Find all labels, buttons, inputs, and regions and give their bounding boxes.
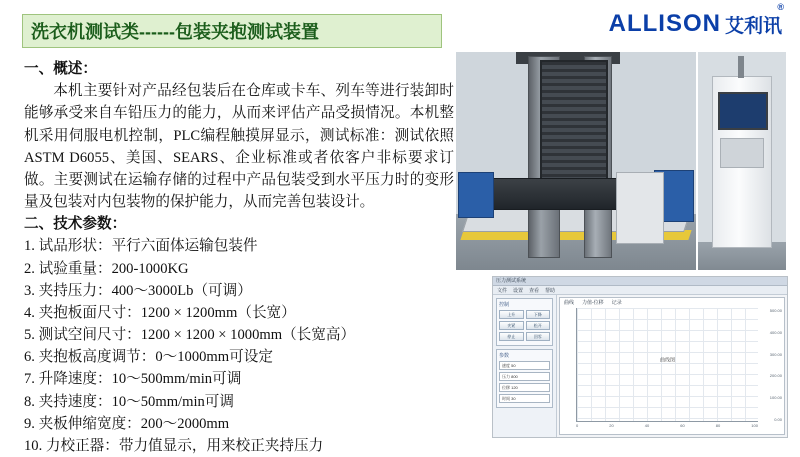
photo-left-blue-block [458, 172, 494, 218]
plot-tab-force-displacement[interactable]: 力值-位移 [582, 299, 604, 306]
plot-y-axis-ticks [758, 308, 782, 422]
page-title: 洗衣机测试类------包装夹抱测试装置 [31, 22, 319, 42]
x-tick: 100 [751, 423, 758, 428]
list-item: 4. 夹抱板面尺寸：1200 × 1200mm（长宽） [24, 304, 296, 321]
parameter-group [496, 349, 553, 408]
time-field[interactable]: 时间 30 [499, 394, 550, 403]
list-item: 1. 试品形状：平行六面体运输包装件 [24, 238, 258, 255]
menu-item-file[interactable]: 文件 [497, 287, 508, 294]
plot-tab-record[interactable]: 记录 [611, 299, 622, 306]
list-item: 6. 夹抱板高度调节：0～1000mm可设定 [24, 349, 273, 366]
up-button[interactable]: 上升 [499, 310, 524, 319]
down-button[interactable]: 下降 [526, 310, 551, 319]
page-title-band [22, 14, 442, 48]
pressure-field[interactable]: 压力 800 [499, 372, 550, 381]
x-tick: 20 [609, 423, 614, 428]
list-item: 5. 测试空间尺寸：1200 × 1200 × 1000mm（长宽高） [24, 327, 356, 344]
release-button[interactable]: 松开 [526, 321, 551, 330]
list-item: 3. 夹持压力：400～3000Lb（可调） [24, 282, 252, 299]
plot-x-axis-ticks [576, 423, 758, 433]
menu-item-view[interactable]: 查看 [529, 287, 540, 294]
cabinet-touchscreen [718, 92, 768, 130]
y-tick: 100.00 [769, 395, 782, 401]
plot-center-label: 曲线图 [659, 357, 676, 364]
cabinet-pole [738, 56, 744, 78]
y-tick: 0.00 [774, 416, 782, 422]
section-1-paragraph: 本机主要针对产品经包装后在仓库或卡车、列车等进行装卸时能够承受来自车铅压力的能力，从而来评估产品受损情况。本机整机采用伺服电机控制，PLC编程触摸屏显示，测试标准：测试依照ASTM D6055、美国、SEARS、企业标准或者依客户非标要求订做。主要测试在运输存储的过程中产品包装受到水平压力时的变形量及包装对内包装物的保护能力，从而完善包装设计。 [24, 83, 454, 211]
parameter-group-title: 参数 [499, 353, 510, 359]
stop-button[interactable]: 停止 [499, 332, 524, 341]
plot-grid [576, 308, 758, 422]
x-tick: 60 [680, 423, 685, 428]
x-tick: 80 [715, 423, 721, 428]
y-tick: 500.00 [769, 308, 782, 313]
list-item: 8. 夹持速度：10～50mm/min可调 [24, 393, 234, 410]
photo-side-cabinet [616, 172, 664, 244]
cabinet-control-panel [720, 138, 764, 168]
section-1-heading: 一、概述： [24, 61, 97, 77]
y-tick: 200.00 [769, 373, 782, 379]
home-button[interactable]: 回零 [526, 332, 551, 341]
plot-tab-curve[interactable]: 曲线 [564, 299, 575, 306]
displacement-field[interactable]: 位移 120 [499, 383, 550, 392]
software-menu-bar [493, 286, 787, 295]
clamp-button[interactable]: 夹紧 [499, 321, 524, 330]
menu-item-help[interactable]: 帮助 [545, 287, 556, 294]
control-button-row [499, 332, 550, 341]
menu-item-settings[interactable]: 设置 [513, 287, 524, 294]
list-item: 9. 夹板伸缩宽度：200～2000mm [24, 415, 230, 432]
control-button-row [499, 321, 550, 330]
software-title-bar: 压力测试系统 [493, 277, 787, 286]
control-button-row [499, 310, 550, 319]
x-tick: 0 [576, 423, 579, 428]
x-tick: 40 [644, 423, 650, 428]
software-plot-area [559, 297, 785, 435]
logo-text-english: ALLISON [608, 10, 721, 37]
software-left-panel [493, 295, 557, 437]
plot-header [560, 298, 784, 306]
list-item: 7. 升降速度：10～500mm/min可调 [24, 371, 242, 388]
company-logo [608, 2, 784, 37]
spec-list [24, 235, 454, 457]
control-cabinet-photo [698, 52, 786, 270]
machine-photo [456, 52, 696, 270]
y-tick: 400.00 [769, 329, 782, 335]
list-item: 2. 试验重量：200-1000KG [24, 260, 189, 277]
logo-text-chinese [724, 2, 784, 37]
registered-trademark-icon: ® [777, 2, 784, 12]
control-group [496, 298, 553, 346]
section-2-heading: 二、技术参数： [24, 216, 127, 233]
control-group-title: 控制 [499, 302, 510, 308]
list-item: 10. 力校正器：带力值显示，用来校正夹持压力 [24, 437, 324, 454]
y-tick: 300.00 [769, 351, 782, 357]
content-text-column [24, 58, 454, 457]
speed-field[interactable]: 速度 50 [499, 361, 550, 370]
software-screenshot [492, 276, 788, 438]
logo-cn-label: 艾利讯 [724, 16, 782, 37]
